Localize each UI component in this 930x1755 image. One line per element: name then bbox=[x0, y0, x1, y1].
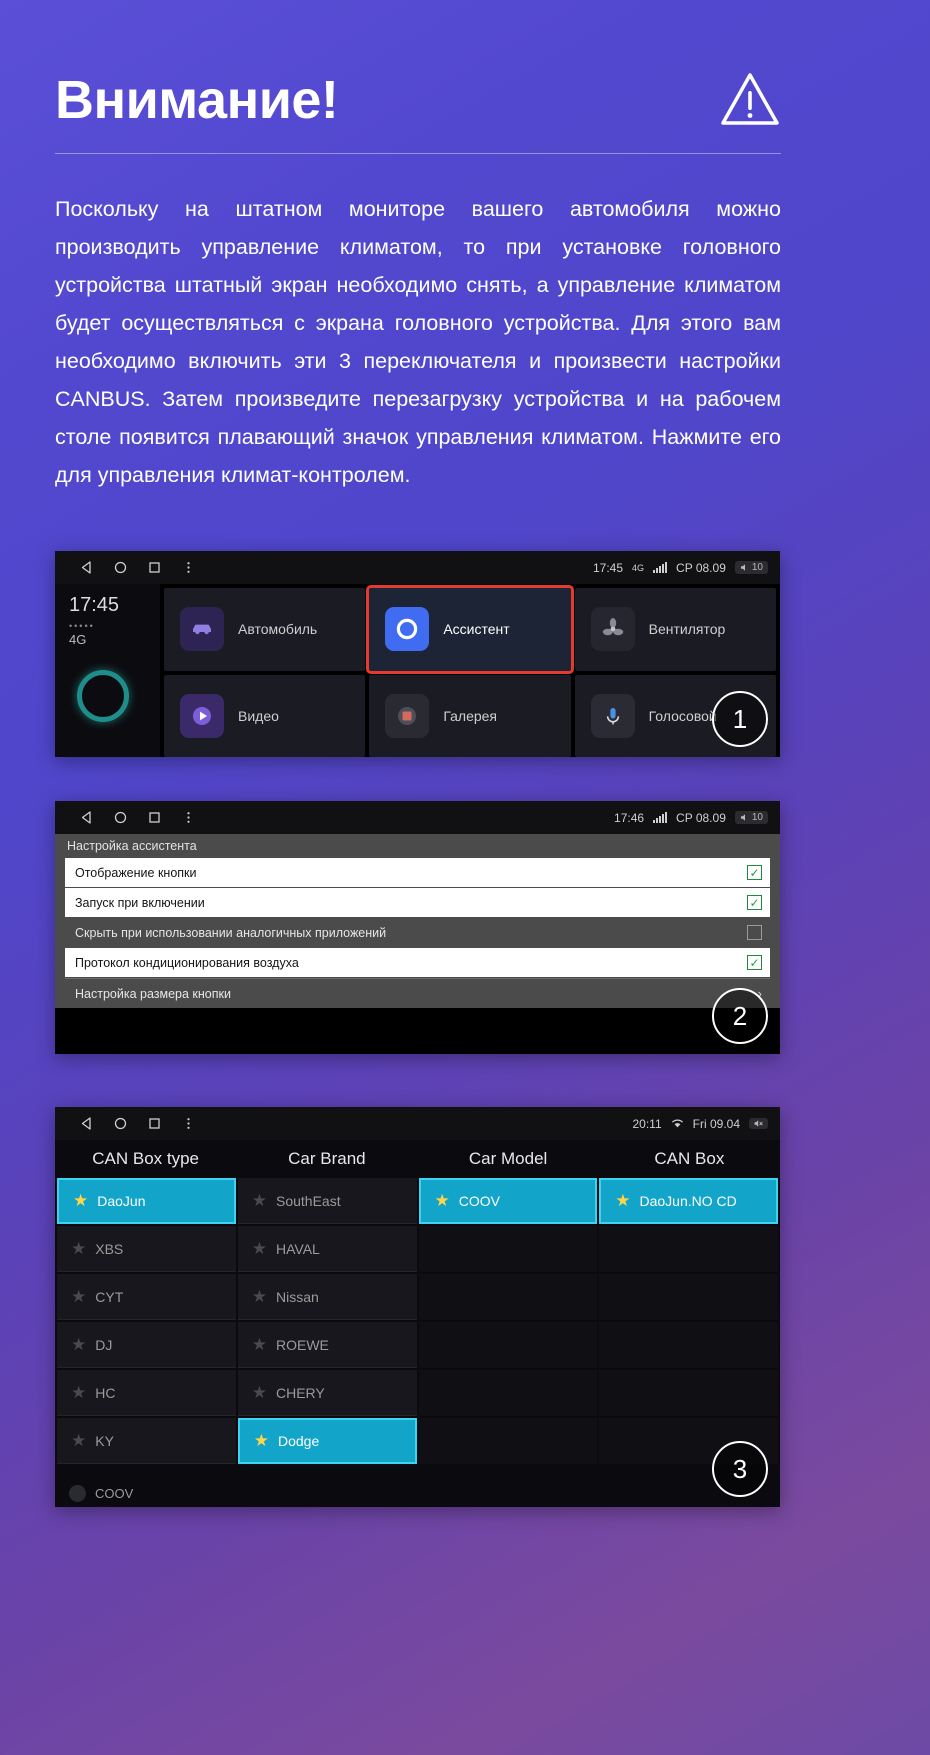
launcher-network: 4G bbox=[69, 632, 87, 647]
screenshot-canbox-settings bbox=[55, 1107, 780, 1507]
volume-mute-icon bbox=[754, 1119, 763, 1128]
microphone-icon bbox=[591, 694, 635, 738]
app-tile-assistant[interactable] bbox=[369, 588, 570, 671]
chevron-right-icon: › bbox=[757, 986, 762, 1001]
header-divider bbox=[55, 153, 781, 154]
list-item-empty bbox=[419, 1418, 598, 1464]
list-item-label: DaoJun.NO CD bbox=[639, 1193, 737, 1209]
settings-row-label: Запуск при включении bbox=[75, 895, 205, 910]
list-item-label: COOV bbox=[458, 1193, 500, 1209]
settings-row-launch-on-boot[interactable] bbox=[65, 888, 770, 917]
star-icon: ★ bbox=[73, 1191, 89, 1210]
list-item[interactable] bbox=[238, 1322, 417, 1368]
list-item-label: HAVAL bbox=[276, 1240, 320, 1257]
list-item[interactable] bbox=[238, 1178, 417, 1224]
launcher-app-grid bbox=[160, 584, 780, 757]
list-item[interactable] bbox=[599, 1178, 778, 1224]
app-tile-car[interactable] bbox=[164, 588, 365, 671]
star-icon: ★ bbox=[253, 1431, 269, 1450]
home-icon[interactable] bbox=[103, 1117, 137, 1130]
signal-icon bbox=[653, 812, 667, 823]
statusbar-3 bbox=[55, 1107, 780, 1140]
recents-icon[interactable] bbox=[137, 1117, 171, 1130]
step-badge-2: 2 bbox=[712, 988, 768, 1044]
statusbar-time: 17:45 bbox=[593, 560, 624, 575]
app-tile-label: Автомобиль bbox=[238, 621, 318, 638]
step-badge-1: 1 bbox=[712, 691, 768, 747]
app-tile-label: Галерея bbox=[443, 707, 498, 724]
app-tile-video[interactable] bbox=[164, 675, 365, 758]
checkbox-checked-icon[interactable]: ✓ bbox=[747, 955, 762, 970]
video-icon bbox=[180, 694, 224, 738]
list-item-label: SouthEast bbox=[276, 1192, 341, 1209]
page-title: Внимание! bbox=[55, 70, 339, 130]
device-icon bbox=[69, 1485, 86, 1502]
star-icon: ★ bbox=[251, 1238, 267, 1258]
statusbar-date: Fri 09.04 bbox=[692, 1116, 740, 1131]
app-tile-gallery[interactable] bbox=[369, 675, 570, 758]
app-tile-label: Видео bbox=[238, 707, 279, 724]
list-item[interactable] bbox=[419, 1178, 598, 1224]
list-item-label: ROEWE bbox=[276, 1336, 329, 1353]
checkbox-checked-icon[interactable]: ✓ bbox=[747, 865, 762, 880]
list-item-label: DJ bbox=[95, 1336, 113, 1353]
app-tile-label: Вентилятор bbox=[648, 621, 726, 638]
statusbar-2-right bbox=[614, 801, 768, 834]
statusbar-time: 17:46 bbox=[614, 810, 645, 825]
more-menu-icon[interactable] bbox=[171, 561, 205, 574]
star-icon: ★ bbox=[251, 1382, 267, 1402]
list-item-label: Dodge bbox=[278, 1433, 320, 1449]
back-icon[interactable] bbox=[69, 561, 103, 574]
recents-icon[interactable] bbox=[137, 561, 171, 574]
star-icon: ★ bbox=[251, 1286, 267, 1306]
list-item[interactable] bbox=[238, 1274, 417, 1320]
settings-row-label: Настройка размера кнопки bbox=[75, 986, 231, 1001]
settings-row-button-size[interactable] bbox=[65, 978, 770, 1008]
star-icon: ★ bbox=[434, 1191, 450, 1210]
intro-paragraph: Поскольку на штатном мониторе вашего автомобиля можно производить управление климатом, то при установке головного устройства штатный экран необходимо снять, а управление климатом будет осуществляться с экрана головного устройства. Для этого вам необходимо включить эти 3 переключателя и произвести настройки CANBUS. Затем произведите перезагрузку устройства и на рабочем столе появится плавающий значок управления климатом. Нажмите его для управления климат-контролем. bbox=[55, 197, 781, 487]
app-tile-label: Ассистент bbox=[443, 621, 510, 638]
list-item[interactable] bbox=[238, 1418, 417, 1464]
statusbar-date: CP 08.09 bbox=[676, 560, 726, 575]
fan-icon bbox=[591, 607, 635, 651]
step-badge-3: 3 bbox=[712, 1441, 768, 1497]
star-icon: ★ bbox=[71, 1238, 87, 1258]
checkbox-unchecked-icon[interactable] bbox=[747, 925, 762, 940]
list-item[interactable] bbox=[238, 1370, 417, 1416]
settings-row-label: Скрыть при использовании аналогичных приложений bbox=[75, 925, 387, 940]
list-item-label: CHERY bbox=[276, 1384, 325, 1401]
screenshot-assistant-settings bbox=[55, 801, 780, 1054]
list-item-label: DaoJun bbox=[97, 1193, 146, 1209]
list-item-empty bbox=[419, 1274, 598, 1320]
launcher-signal-dots: ••••• bbox=[69, 621, 95, 631]
screenshot-launcher bbox=[55, 551, 780, 757]
list-item[interactable] bbox=[57, 1178, 236, 1224]
settings-row-ac-protocol[interactable] bbox=[65, 948, 770, 977]
canbox-columns bbox=[55, 1178, 780, 1478]
statusbar-date: CP 08.09 bbox=[676, 810, 726, 825]
star-icon: ★ bbox=[71, 1286, 87, 1306]
settings-row-hide-similar-apps[interactable] bbox=[65, 918, 770, 947]
list-item-empty bbox=[599, 1370, 778, 1416]
column-header-canbox: CAN Box bbox=[654, 1149, 725, 1168]
volume-icon bbox=[740, 813, 749, 822]
column-car-brand bbox=[238, 1178, 417, 1478]
star-icon: ★ bbox=[251, 1334, 267, 1354]
statusbar-3-right bbox=[633, 1107, 769, 1140]
back-icon[interactable] bbox=[69, 1117, 103, 1130]
list-item-label: HC bbox=[95, 1384, 116, 1401]
list-item-label: XBS bbox=[95, 1240, 124, 1257]
star-icon: ★ bbox=[251, 1190, 267, 1210]
more-menu-icon[interactable] bbox=[171, 1117, 205, 1130]
column-canbox bbox=[599, 1178, 778, 1478]
recents-icon[interactable] bbox=[137, 811, 171, 824]
list-item-label: CYT bbox=[95, 1288, 124, 1305]
home-icon[interactable] bbox=[103, 561, 137, 574]
list-item-empty bbox=[419, 1370, 598, 1416]
column-header-canbox-type: CAN Box type bbox=[92, 1149, 199, 1168]
volume-badge bbox=[749, 1118, 768, 1129]
checkbox-checked-icon[interactable]: ✓ bbox=[747, 895, 762, 910]
list-item-label: Nissan bbox=[276, 1288, 319, 1305]
volume-icon bbox=[740, 563, 749, 572]
statusbar-time: 20:11 bbox=[632, 1116, 662, 1131]
launcher-clock: 17:45 bbox=[69, 594, 120, 616]
volume-badge bbox=[735, 561, 768, 574]
list-item-label: KY bbox=[95, 1432, 114, 1449]
statusbar-1 bbox=[55, 551, 780, 584]
signal-icon bbox=[653, 562, 667, 573]
volume-value: 10 bbox=[751, 812, 763, 823]
statusbar-2 bbox=[55, 801, 780, 834]
back-icon[interactable] bbox=[69, 811, 103, 824]
settings-row-label: Отображение кнопки bbox=[75, 865, 197, 880]
star-icon: ★ bbox=[615, 1191, 631, 1210]
volume-badge bbox=[735, 811, 768, 824]
car-icon bbox=[180, 607, 224, 651]
settings-row-list bbox=[55, 858, 780, 1008]
launcher-left-panel bbox=[55, 584, 160, 757]
wifi-icon bbox=[671, 1118, 684, 1129]
list-item-empty bbox=[599, 1322, 778, 1368]
list-item[interactable] bbox=[57, 1418, 236, 1464]
statusbar-1-right bbox=[593, 551, 768, 584]
column-header-car-model: Car Model bbox=[468, 1149, 548, 1168]
column-header-car-brand: Car Brand bbox=[288, 1149, 366, 1168]
app-tile-label: Голосовой bbox=[648, 707, 717, 724]
column-canbox-type bbox=[57, 1178, 236, 1478]
star-icon: ★ bbox=[71, 1382, 87, 1402]
gallery-icon bbox=[385, 694, 429, 738]
statusbar-network: 4G bbox=[632, 562, 645, 573]
list-item-empty bbox=[599, 1226, 778, 1272]
volume-value: 10 bbox=[751, 562, 763, 573]
warning-triangle-icon bbox=[719, 71, 781, 129]
list-item-empty bbox=[419, 1226, 598, 1272]
more-menu-icon[interactable] bbox=[171, 811, 205, 824]
canbox-footer bbox=[55, 1478, 780, 1507]
list-item-empty bbox=[419, 1322, 598, 1368]
list-item[interactable] bbox=[57, 1322, 236, 1368]
star-icon: ★ bbox=[71, 1334, 87, 1354]
header bbox=[55, 45, 781, 155]
settings-row-label: Протокол кондиционирования воздуха bbox=[75, 955, 299, 970]
home-icon[interactable] bbox=[103, 811, 137, 824]
column-car-model bbox=[419, 1178, 598, 1478]
launcher-ring-widget bbox=[77, 670, 129, 722]
list-item[interactable] bbox=[57, 1226, 236, 1272]
list-item[interactable] bbox=[238, 1226, 417, 1272]
canbox-column-headers bbox=[55, 1140, 780, 1178]
app-tile-fan[interactable] bbox=[575, 588, 776, 671]
settings-row-display-button[interactable] bbox=[65, 858, 770, 887]
list-item[interactable] bbox=[57, 1274, 236, 1320]
list-item-empty bbox=[599, 1274, 778, 1320]
assistant-icon bbox=[385, 607, 429, 651]
list-item[interactable] bbox=[57, 1370, 236, 1416]
canbox-footer-label: COOV bbox=[95, 1485, 134, 1501]
settings-section-title: Настройка ассистента bbox=[55, 834, 780, 858]
star-icon: ★ bbox=[71, 1430, 87, 1450]
